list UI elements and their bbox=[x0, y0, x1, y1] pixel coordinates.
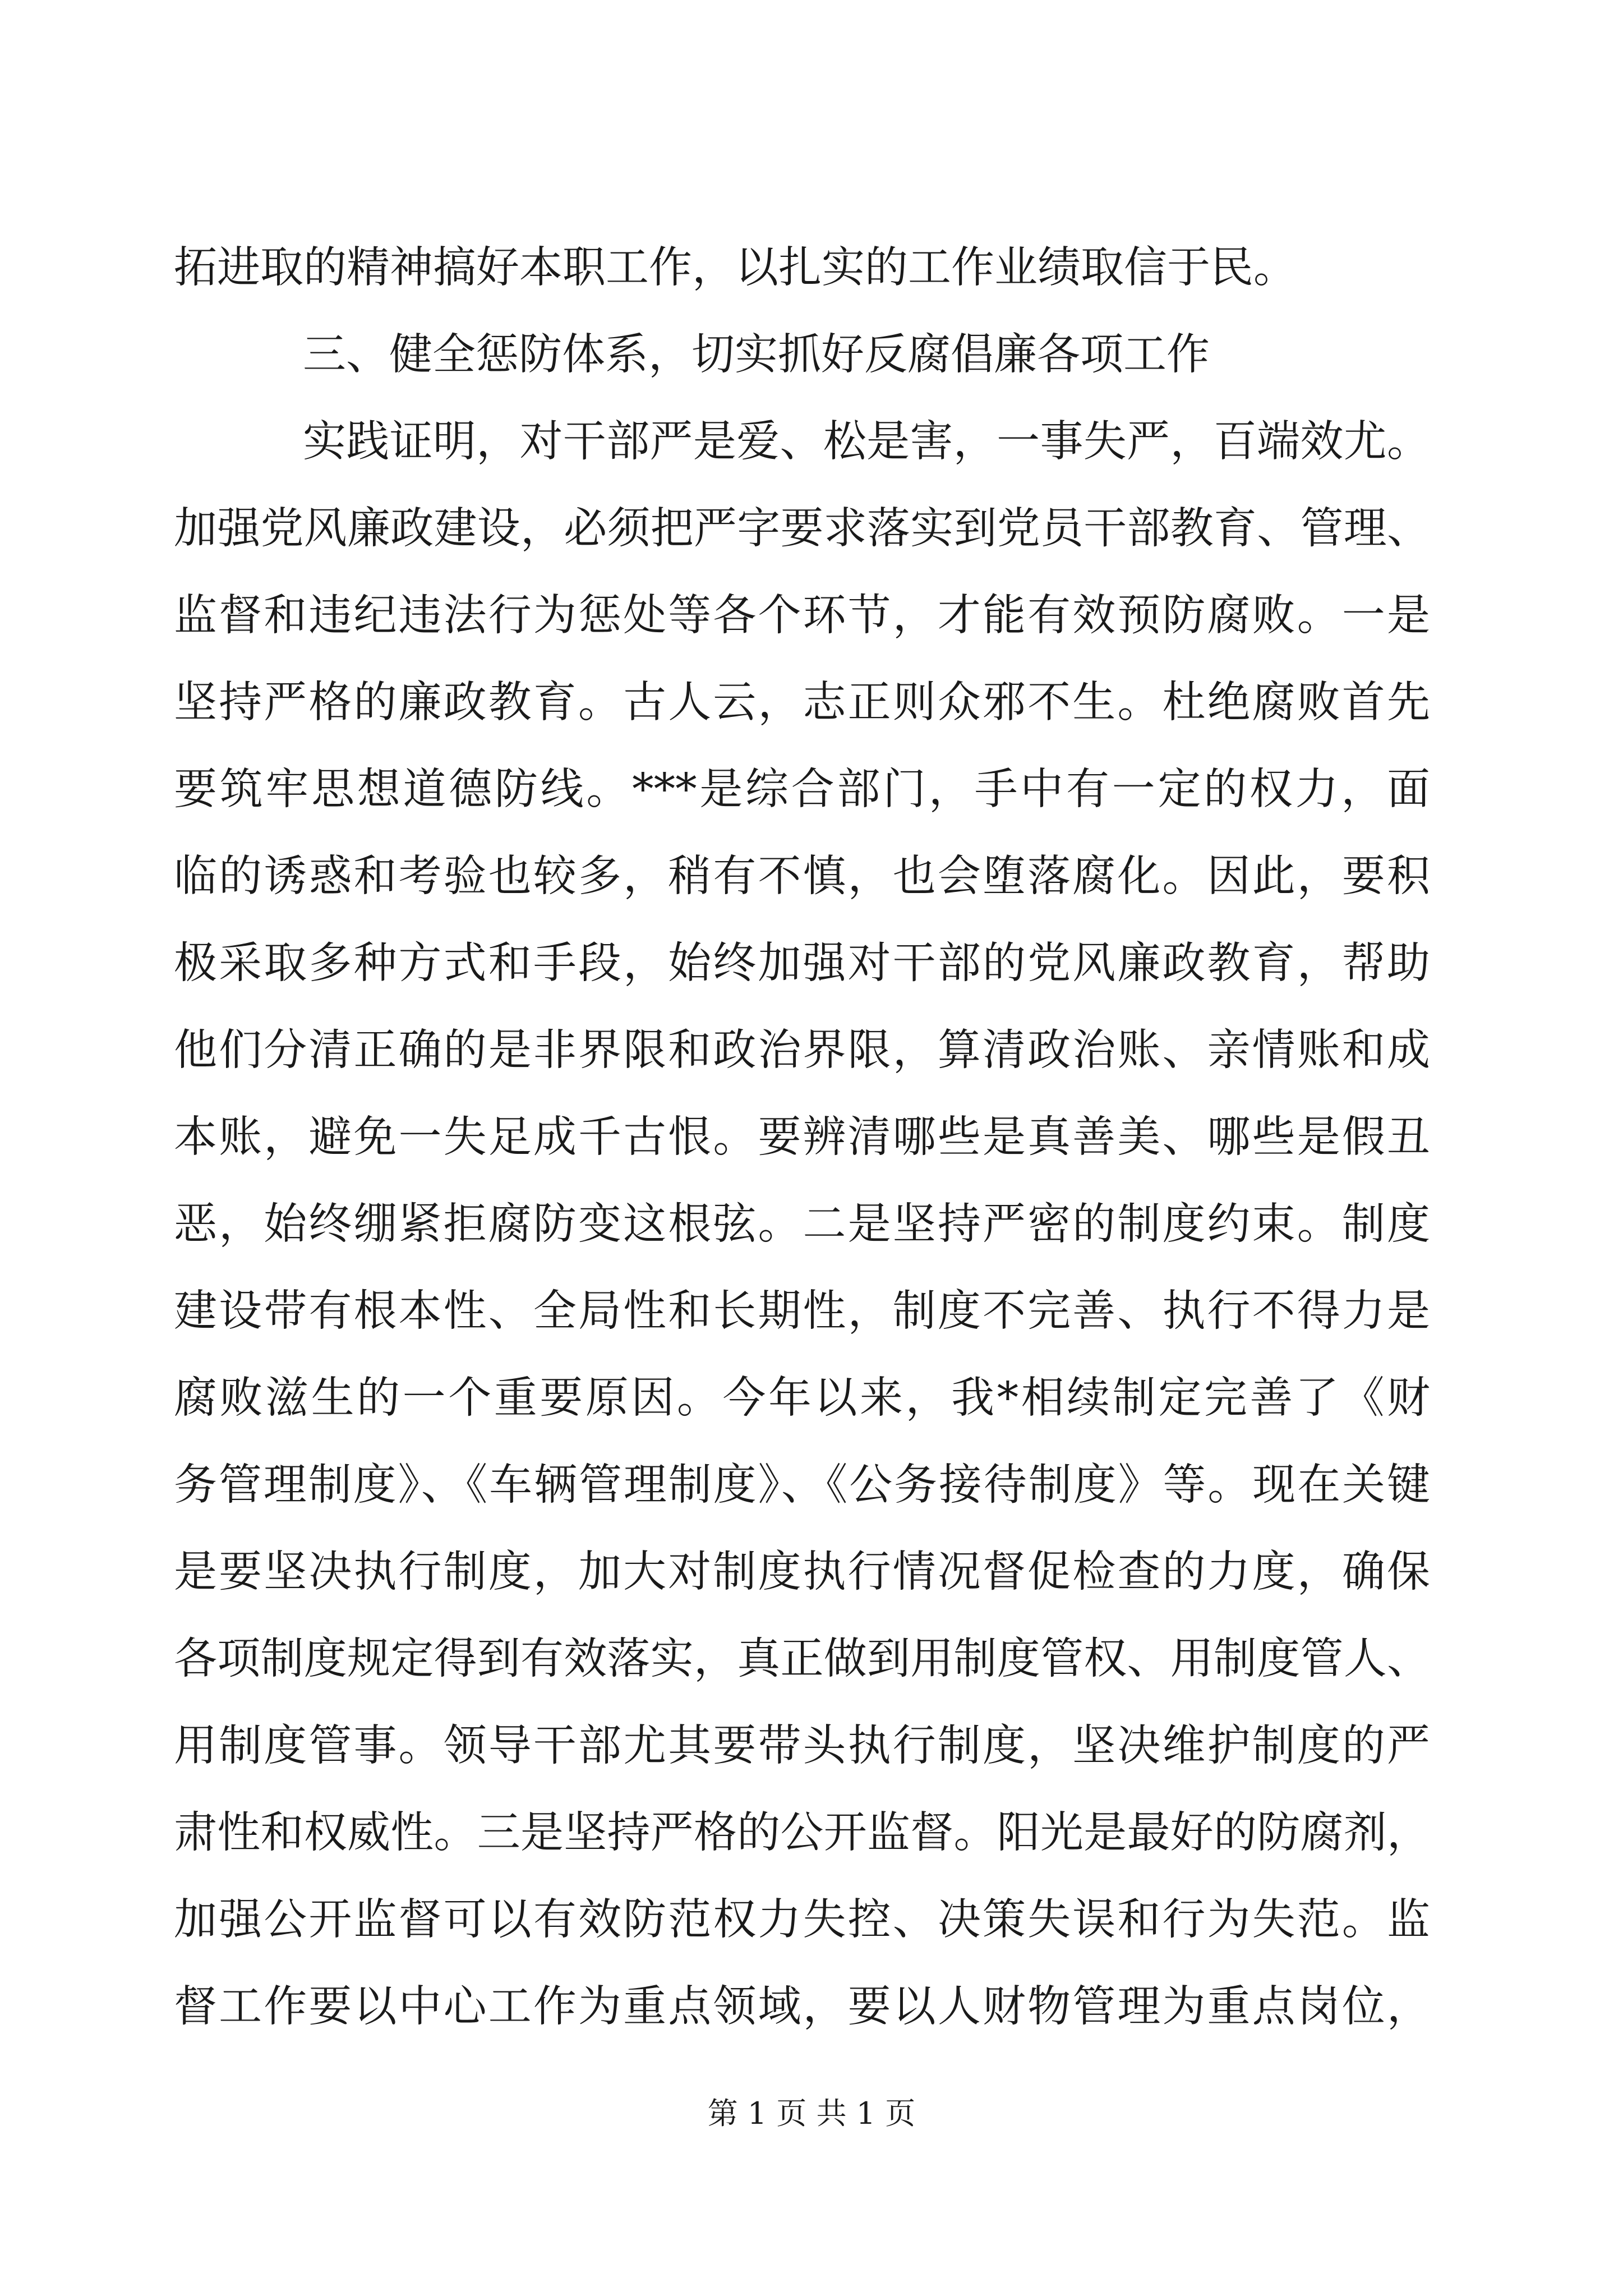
text-line: 腐败滋生的一个重要原因。今年以来，我*相续制定完善了《财 bbox=[174, 1373, 1430, 1423]
text-line: 恶，始终绷紧拒腐防变这根弦。二是坚持严密的制度约束。制度 bbox=[174, 1199, 1430, 1249]
text-line: 他们分清正确的是非界限和政治界限，算清政治账、亲情账和成 bbox=[174, 1025, 1430, 1075]
text-line: 是要坚决执行制度，加大对制度执行情况督促检查的力度，确保 bbox=[174, 1547, 1430, 1597]
text-line: 肃性和权威性。三是坚持严格的公开监督。阳光是最好的防腐剂， bbox=[174, 1808, 1430, 1858]
text-line: 拓进取的精神搞好本职工作，以扎实的工作业绩取信于民。 bbox=[174, 243, 1297, 293]
text-line: 务管理制度》、《车辆管理制度》、《公务接待制度》等。现在关键 bbox=[174, 1460, 1430, 1510]
text-line: 临的诱惑和考验也较多，稍有不慎，也会堕落腐化。因此，要积 bbox=[174, 852, 1430, 901]
text-line: 极采取多种方式和手段，始终加强对干部的党风廉政教育，帮助 bbox=[174, 938, 1430, 988]
page-footer: 第 1 页 共 1 页 bbox=[707, 2096, 916, 2131]
text-line: 实践证明，对干部严是爱、松是害，一事失严，百端效尤。 bbox=[303, 417, 1430, 467]
text-line: 本账，避免一失足成千古恨。要辨清哪些是真善美、哪些是假丑 bbox=[174, 1112, 1430, 1162]
text-line: 用制度管事。领导干部尤其要带头执行制度，坚决维护制度的严 bbox=[174, 1721, 1430, 1771]
section-heading: 三、健全惩防体系，切实抓好反腐倡廉各项工作 bbox=[303, 330, 1210, 380]
body-text bbox=[174, 224, 1430, 2050]
text-line: 要筑牢思想道德防线。***是综合部门，手中有一定的权力，面 bbox=[174, 765, 1430, 815]
text-line: 坚持严格的廉政教育。古人云，志正则众邪不生。杜绝腐败首先 bbox=[174, 678, 1430, 728]
text-line: 监督和违纪违法行为惩处等各个环节，才能有效预防腐败。一是 bbox=[174, 591, 1430, 641]
text-line: 加强公开监督可以有效防范权力失控、决策失误和行为失范。监 bbox=[174, 1895, 1430, 1945]
text-line: 各项制度规定得到有效落实，真正做到用制度管权、用制度管人、 bbox=[174, 1634, 1430, 1684]
text-line: 督工作要以中心工作为重点领域，要以人财物管理为重点岗位， bbox=[174, 1982, 1430, 2032]
text-line: 建设带有根本性、全局性和长期性，制度不完善、执行不得力是 bbox=[174, 1286, 1430, 1336]
text-line: 加强党风廉政建设，必须把严字要求落实到党员干部教育、管理、 bbox=[174, 504, 1430, 554]
